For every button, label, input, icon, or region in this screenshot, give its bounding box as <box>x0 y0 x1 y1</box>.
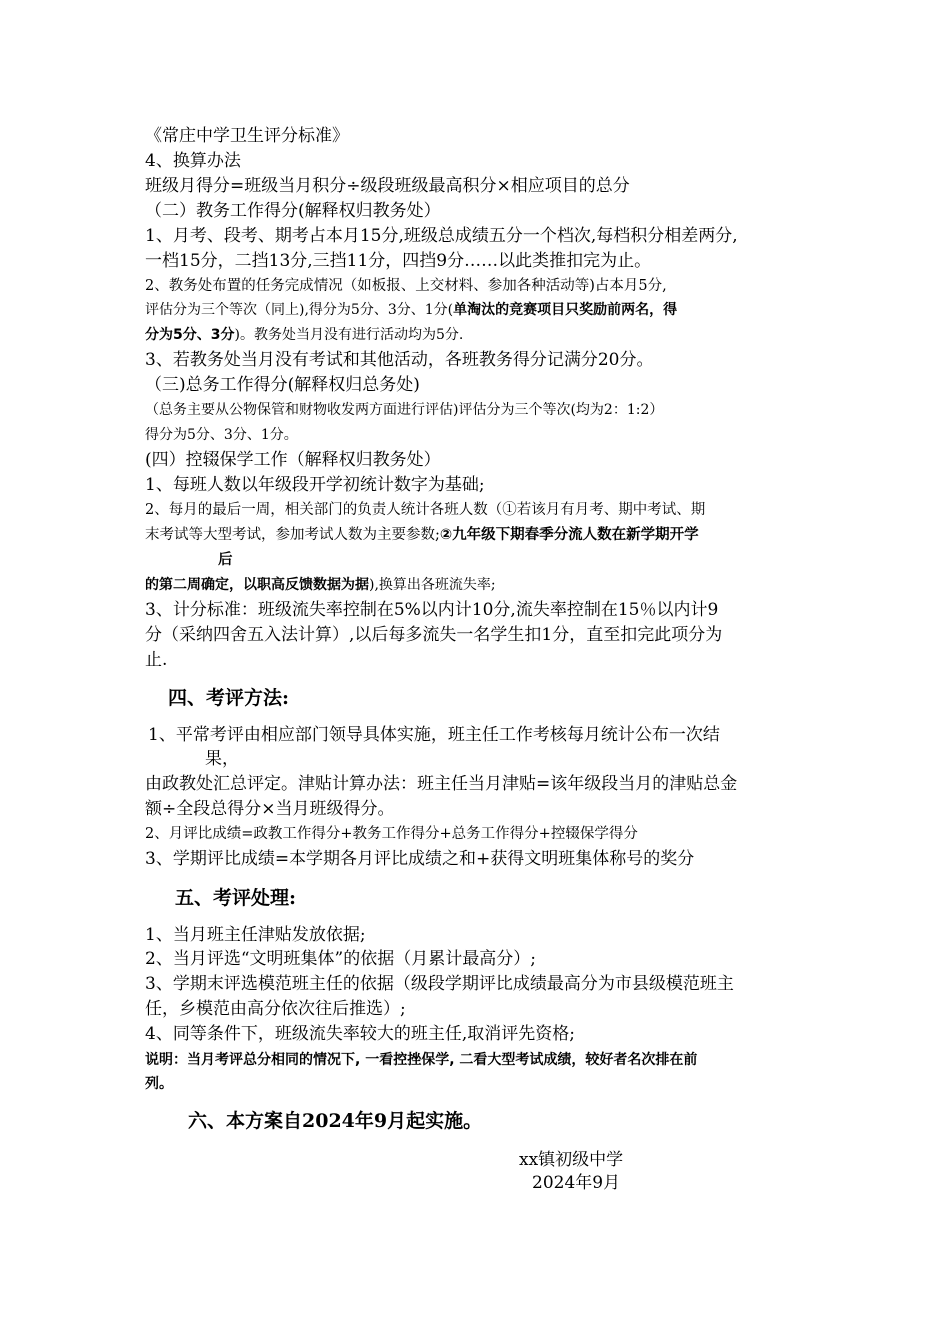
paragraph-line: （总务主要从公物保管和财物收发两方面进行评估)评估分为三个等次(均为2：1:2） <box>145 402 664 418</box>
paragraph-line: 1、当月班主任津贴发放依据; <box>145 925 366 945</box>
paragraph-line: 《常庄中学卫生评分标准》 <box>145 126 349 146</box>
paragraph-line: 3、学期评比成绩=本学期各月评比成绩之和+获得文明班集体称号的奖分 <box>145 849 695 869</box>
paragraph-line: 4、换算办法 <box>145 151 241 171</box>
paragraph-line: 由政教处汇总评定。津贴计算办法：班主任当月津贴=该年级段当月的津贴总金 <box>145 774 738 794</box>
section-heading: 四、考评方法: <box>168 687 290 709</box>
paragraph-line: 2、月评比成绩=政教工作得分+教务工作得分+总务工作得分+控辍保学得分 <box>145 826 638 842</box>
note-line: 说明：当月考评总分相同的情况下, 一看控挫保学, 二看大型考试成绩，较好者名次排在前 <box>145 1052 698 1068</box>
section-heading: 六、本方案自2024年9月起实施。 <box>188 1110 483 1132</box>
paragraph-line <box>145 577 496 593</box>
paragraph-line: 3、若教务处当月没有考试和其他活动，各班教务得分记满分20分。 <box>145 350 654 370</box>
text-run: 评估分为三个等次（同上),得分为5分、3分、1分( <box>145 302 454 318</box>
signature-org: xx镇初级中学 <box>519 1150 624 1170</box>
text-run: 末考试等大型考试，参加考试人数为主要参数; <box>145 527 440 543</box>
paragraph-line: 1、月考、段考、期考占本月15分,班级总成绩五分一个档次,每档积分相差两分, <box>145 226 738 246</box>
text-run: ),换算出各班流失率; <box>369 577 496 593</box>
paragraph-line <box>145 302 677 318</box>
section-heading: 五、考评处理: <box>175 887 297 909</box>
text-run-bold: ②九年级下期春季分流人数在新学期开学 <box>439 527 699 543</box>
paragraph-line <box>145 327 463 343</box>
paragraph-line: 2、教务处布置的任务完成情况（如板报、上交材料、参加各种活动等)占本月5分, <box>145 278 667 294</box>
paragraph-line: 得分为5分、3分、1分。 <box>145 427 298 443</box>
paragraph-line: 后 <box>218 552 233 568</box>
paragraph-line: 一档15分，二挡13分,三挡11分，四挡9分……以此类推扣完为止。 <box>145 251 652 271</box>
paragraph-line: (四）控辍保学工作（解释权归教务处） <box>145 450 441 470</box>
paragraph-line: （二）教务工作得分(解释权归教务处） <box>145 201 441 221</box>
signature-date: 2024年9月 <box>532 1173 621 1193</box>
text-run: )。教务处当月没有进行活动均为5分. <box>234 327 464 343</box>
paragraph-line: 班级月得分=班级当月积分÷级段班级最高积分×相应项目的总分 <box>145 176 630 196</box>
text-run-bold: 分为5分、3分 <box>145 327 235 343</box>
paragraph-line: 任，乡模范由高分依次往后推选）; <box>145 999 406 1019</box>
paragraph-line: 额÷全段总得分×当月班级得分。 <box>145 799 395 819</box>
paragraph-line: 4、同等条件下，班级流失率较大的班主任,取消评先资格; <box>145 1024 575 1044</box>
paragraph-line <box>145 527 699 544</box>
text-run-bold: 单淘汰的竞赛项目只奖励前两名，得 <box>453 302 678 318</box>
paragraph-line: 果， <box>205 749 239 769</box>
paragraph-line: （三)总务工作得分(解释权归总务处) <box>145 375 420 395</box>
paragraph-line: 止. <box>145 650 168 670</box>
paragraph-line: 1、平常考评由相应部门领导具体实施，班主任工作考核每月统计公布一次结 <box>148 725 720 745</box>
paragraph-line: 3、学期末评选模范班主任的依据（级段学期评比成绩最高分为市县级模范班主 <box>145 974 734 994</box>
paragraph-line: 2、每月的最后一周，相关部门的负责人统计各班人数（①若该月有月考、期中考试、期 <box>145 502 706 518</box>
paragraph-line: 2、当月评选“文明班集体”的依据（月累计最高分）; <box>145 949 536 969</box>
paragraph-line: 分（采纳四舍五入法计算）,以后每多流失一名学生扣1分，直至扣完此项分为 <box>145 625 723 645</box>
paragraph-line: 1、每班人数以年级段开学初统计数字为基础; <box>145 475 485 495</box>
note-line: 列。 <box>145 1076 173 1092</box>
paragraph-line: 3、计分标准：班级流失率控制在5%以内计10分,流失率控制在15％以内计9 <box>145 600 719 620</box>
text-run-bold: 的第二周确定，以职高反馈数据为据 <box>145 577 369 593</box>
